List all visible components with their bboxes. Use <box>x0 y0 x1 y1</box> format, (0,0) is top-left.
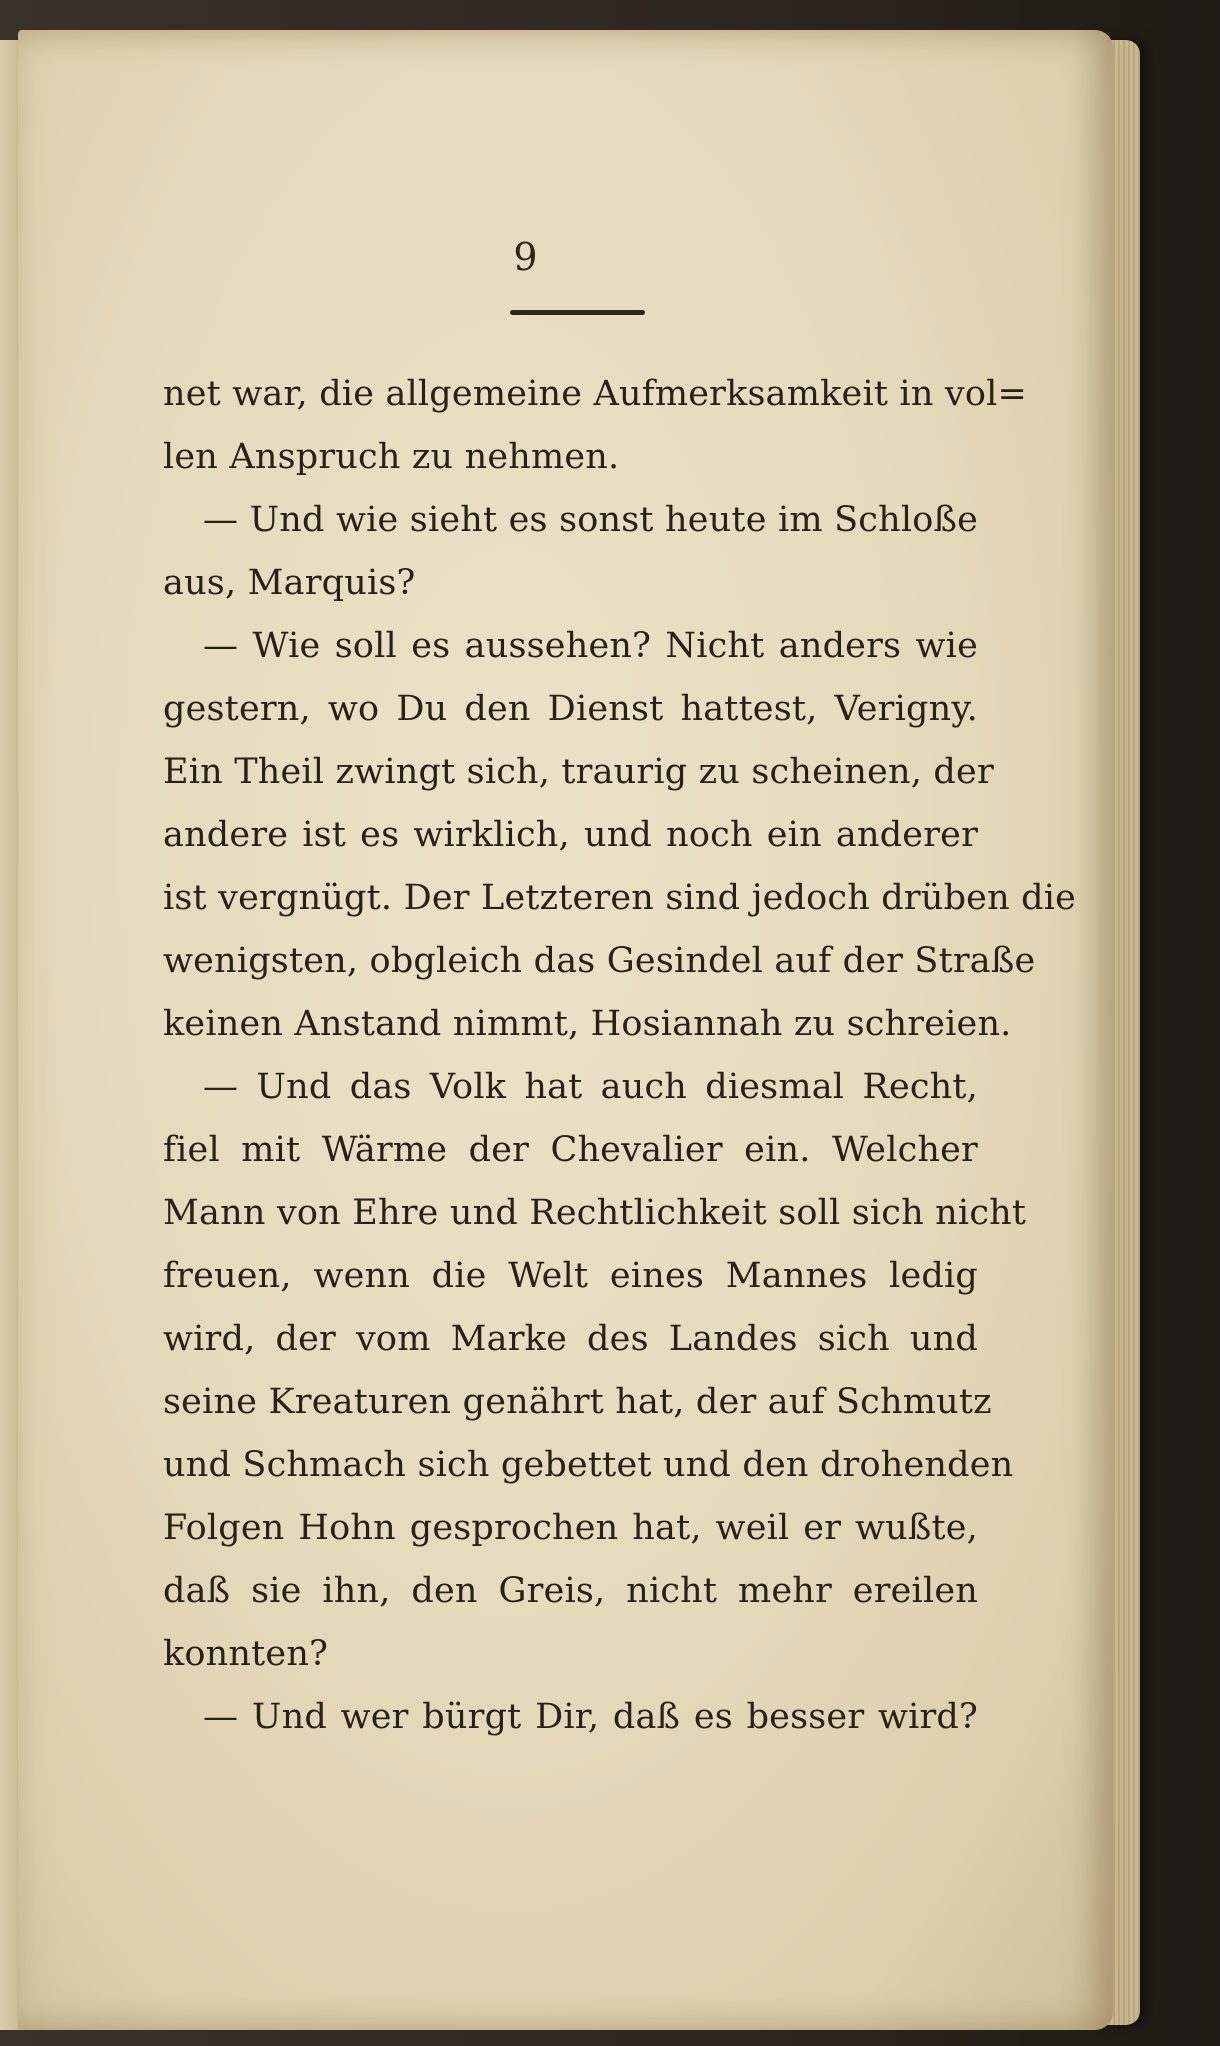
body-text <box>163 363 1077 1749</box>
text-line: daß sie ihn, den Greis, nicht mehr ereilen <box>163 1571 978 1611</box>
text-line: wenigsten, obgleich das Gesindel auf der Straße <box>163 941 1036 981</box>
text-line: andere ist es wirklich, und noch ein anderer <box>163 815 978 855</box>
text-line: — Und wer bürgt Dir, daß es besser wird? <box>203 1697 978 1737</box>
text-line: seine Kreaturen genährt hat, der auf Schmutz <box>163 1382 992 1422</box>
text-line: — Wie soll es aussehen? Nicht anders wie <box>203 626 978 666</box>
text-line: — Und wie sieht es sonst heute im Schloße <box>203 500 978 540</box>
text-line: — Und das Volk hat auch diesmal Recht, <box>203 1067 978 1107</box>
text-line: keinen Anstand nimmt, Hosiannah zu schreien. <box>163 1004 1012 1044</box>
text-line: und Schmach sich gebettet und den drohenden <box>163 1445 1014 1485</box>
text-line: ist vergnügt. Der Letzteren sind jedoch drüben die <box>163 878 1077 918</box>
header-rule <box>510 310 645 315</box>
text-line: len Anspruch zu nehmen. <box>163 437 620 477</box>
text-line: net war, die allgemeine Aufmerksamkeit in vol= <box>163 374 1028 414</box>
text-line: Folgen Hohn gesprochen hat, weil er wußte, <box>163 1508 978 1548</box>
page-number: 9 <box>513 235 538 279</box>
text-line: freuen, wenn die Welt eines Mannes ledig <box>163 1256 978 1296</box>
text-line: Ein Theil zwingt sich, traurig zu scheinen, der <box>163 752 994 792</box>
text-line: gestern, wo Du den Dienst hattest, Verigny. <box>163 689 978 729</box>
text-line: aus, Marquis? <box>163 563 416 603</box>
text-line: wird, der vom Marke des Landes sich und <box>163 1319 978 1359</box>
text-line: fiel mit Wärme der Chevalier ein. Welcher <box>163 1130 978 1170</box>
book-page <box>18 30 1113 2030</box>
text-line: Mann von Ehre und Rechtlichkeit soll sich nicht <box>163 1193 1027 1233</box>
text-line: konnten? <box>163 1634 329 1674</box>
